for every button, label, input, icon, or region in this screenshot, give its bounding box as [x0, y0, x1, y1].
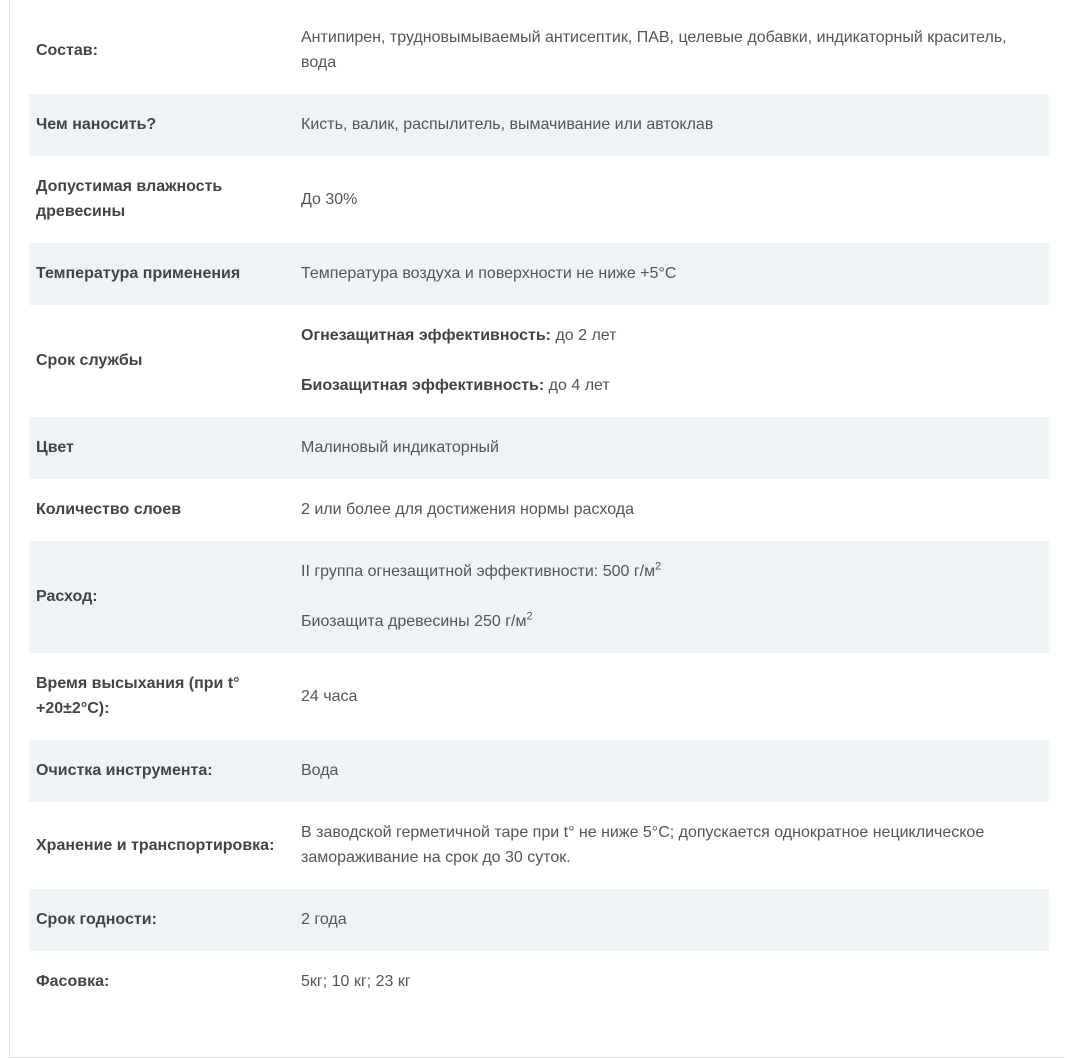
spec-value: В заводской герметичной таре при t° не ниже 5°С; допускается однократное нециклическое замораживание на срок до 30 суток.	[301, 824, 985, 866]
spec-value: Кисть, валик, распылитель, вымачивание или автоклав	[294, 94, 1049, 156]
spec-value	[294, 305, 1049, 417]
spec-row-application-method	[29, 94, 1049, 156]
unit-superscript: 2	[655, 560, 662, 573]
spec-label: Время высыхания (при t° +20±2°С):	[36, 675, 240, 717]
spec-value: 5кг; 10 кг; 23 кг	[301, 973, 411, 990]
spec-label: Температура применения	[29, 243, 294, 305]
consumption-bio-text: Биозащита древесины 250 г/м	[301, 613, 527, 630]
fire-protection-label: Огнезащитная эффективность:	[301, 327, 551, 344]
spec-row-storage	[29, 802, 1049, 889]
content-panel	[9, 0, 1065, 1058]
spec-row-wood-moisture	[29, 156, 1049, 243]
spec-row-packaging	[29, 951, 1049, 1013]
spec-label: Цвет	[29, 417, 294, 479]
spec-label: Количество слоев	[36, 501, 182, 518]
spec-value: 2 года	[294, 889, 1049, 951]
spec-row-color	[29, 417, 1049, 479]
spec-row-drying-time	[29, 653, 1049, 740]
bio-protection-line	[301, 373, 1042, 398]
bio-protection-value: до 4 лет	[544, 377, 610, 394]
spec-label: Расход:	[29, 541, 294, 653]
spec-value: Антипирен, трудновымываемый антисептик, ПАВ, целевые добавки, индикаторный краситель, вода	[301, 29, 1007, 71]
spec-value: 24 часа	[301, 687, 358, 705]
spec-row-layer-count	[29, 479, 1049, 541]
spec-label: Допустимая влажность древесины	[36, 178, 223, 220]
fire-protection-line	[301, 323, 1042, 348]
spec-label: Чем наносить?	[29, 94, 294, 156]
spec-label: Срок годности:	[29, 889, 294, 951]
bio-protection-label: Биозащитная эффективность:	[301, 377, 545, 394]
consumption-fire-text: II группа огнезащитной эффективности: 500 г/м	[301, 563, 656, 580]
spec-label: Срок службы	[36, 352, 143, 369]
specifications-table	[29, 7, 1049, 1013]
spec-value: До 30%	[301, 190, 358, 208]
spec-value: Вода	[294, 740, 1049, 802]
spec-value: Малиновый индикаторный	[294, 417, 1049, 479]
fire-protection-value: до 2 лет	[551, 327, 617, 344]
spec-row-composition	[29, 7, 1049, 94]
unit-superscript: 2	[526, 610, 533, 623]
spec-row-application-temperature	[29, 243, 1049, 305]
spec-row-service-life	[29, 305, 1049, 417]
spec-label: Состав:	[36, 41, 98, 59]
spec-row-shelf-life	[29, 889, 1049, 951]
spec-label: Хранение и транспортировка:	[36, 836, 275, 854]
spec-value: 2 или более для достижения нормы расхода	[301, 501, 635, 518]
consumption-bio-line	[301, 609, 1042, 634]
spec-value	[294, 541, 1049, 653]
spec-row-tool-cleaning	[29, 740, 1049, 802]
spec-label: Фасовка:	[36, 973, 110, 990]
spec-label: Очистка инструмента:	[29, 740, 294, 802]
spec-row-consumption	[29, 541, 1049, 653]
spec-value: Температура воздуха и поверхности не ниже +5°С	[294, 243, 1049, 305]
consumption-fire-line	[301, 559, 1042, 584]
